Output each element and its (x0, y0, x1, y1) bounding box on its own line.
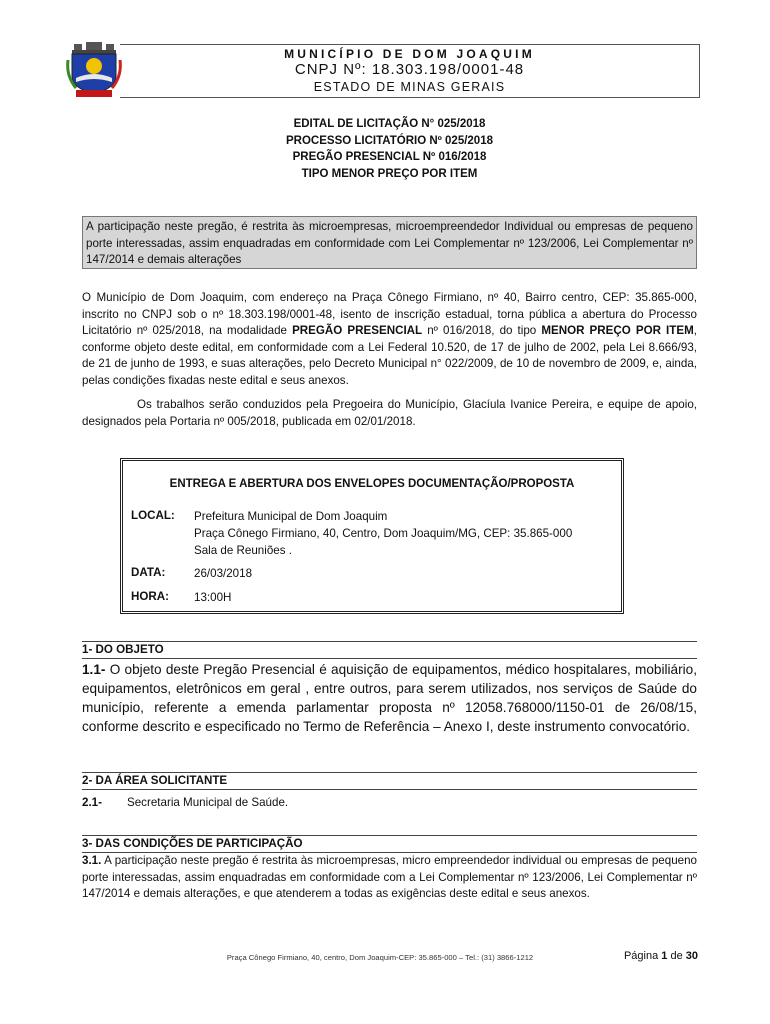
time-label: HORA: (131, 590, 169, 603)
intro-paragraph: O Município de Dom Joaquim, com endereço na Praça Cônego Firmiano, nº 40, Bairro centro, CEP: 35.865-000, inscrito no CNPJ sob o nº 18.303.198/0001-48, isento de inscrição estadual, torna pública a abertura do Processo Licitatório nº 025/2018, na modalidade PREGÃO PRESENCIAL nº 016/2018, do tipo MENOR PREÇO POR ITEM, conforme objeto deste edital, em conformidade com a Lei Federal 10.520, de 17 de julho de 2002, pela Lei 8.666/93, de 21 de junho de 1993, e suas alterações, pelo Decreto Municipal n° 022/2009, de 10 de novembro de 2009, e, ainda, pelas condições fixadas neste edital e seus anexos. (82, 291, 697, 387)
section-2-heading: 2- DA ÁREA SOLICITANTE (82, 772, 697, 790)
section-1-heading: 1- DO OBJETO (82, 641, 697, 659)
local-label: LOCAL: (131, 509, 175, 522)
participation-notice: A participação neste pregão, é restrita às microempresas, microempreendedor Individual ou empresas de pequeno porte interessadas, assim enquadradas em conformidade com Lei Complementar nº 123/2006, Lei Complementar nº 147/2014 e demais alterações (82, 216, 697, 269)
time-value: 13:00H (194, 591, 232, 604)
section-3-text: 3.1. A participação neste pregão é restrita às microempresas, micro empreendedor individual ou empresas de pequeno porte interessadas, assim enquadradas em conformidade com a Lei Complementar nº 123/2006, Lei Complementar nº 147/2014 e demais alterações, e que atenderem a todas as exigências deste edital e seus anexos. (82, 854, 697, 900)
document-titles (82, 116, 697, 182)
section-1-text: 1.1- O objeto deste Pregão Presencial é aquisição de equipamentos, médico hospitalares, mobiliário, equipamentos, eletrônicos em geral , entre outros, para serem utilizados, nos serviços de Saúde do município, referente a emenda parlamentar proposta nº 12058.768000/1150-01 de 26/08/15, conforme descrito e especificado no Termo de Referência – Anexo I, deste instrumento convocatório. (82, 662, 697, 734)
municipal-crest-logo (66, 42, 122, 100)
header-state: ESTADO DE MINAS GERAIS (313, 80, 506, 94)
title-edital: EDITAL DE LICITAÇÃO N° 025/2018 (293, 118, 486, 130)
date-value: 26/03/2018 (194, 567, 253, 580)
date-label: DATA: (131, 566, 166, 579)
title-processo: PROCESSO LICITATÓRIO Nº 025/2018 (286, 134, 493, 147)
team-paragraph: Os trabalhos serão conduzidos pela Pregoeira do Município, Glacíula Ivanice Pereira, e equipe de apoio, designados pela Portaria nº 005/2018, publicada em 02/01/2018. (82, 398, 697, 428)
section-3-heading: 3- DAS CONDIÇÕES DE PARTICIPAÇÃO (82, 835, 697, 853)
section-2-text: 2.1- Secretaria Municipal de Saúde. (82, 796, 289, 809)
envelope-title: ENTREGA E ABERTURA DOS ENVELOPES DOCUMENTAÇÃO/PROPOSTA (169, 478, 575, 490)
title-tipo: TIPO MENOR PREÇO POR ITEM (301, 167, 478, 180)
local-value: Prefeitura Municipal de Dom Joaquim Praça Cônego Firmiano, 40, Centro, Dom Joaquim/MG, CEP: 35.865-000 Sala de Reuniões . (194, 510, 573, 557)
header-municipality: MUNICÍPIO DE DOM JOAQUIM (284, 47, 535, 61)
page-number: Página 1 de 30 (623, 950, 698, 962)
title-pregao: PREGÃO PRESENCIAL Nº 016/2018 (292, 151, 487, 163)
footer-address: Praça Cônego Firmiano, 40, centro, Dom Joaquim-CEP: 35.865-000 – Tel.: (31) 3866-1212 (226, 953, 534, 962)
header-cnpj: CNPJ Nº: 18.303.198/0001-48 (294, 61, 525, 78)
